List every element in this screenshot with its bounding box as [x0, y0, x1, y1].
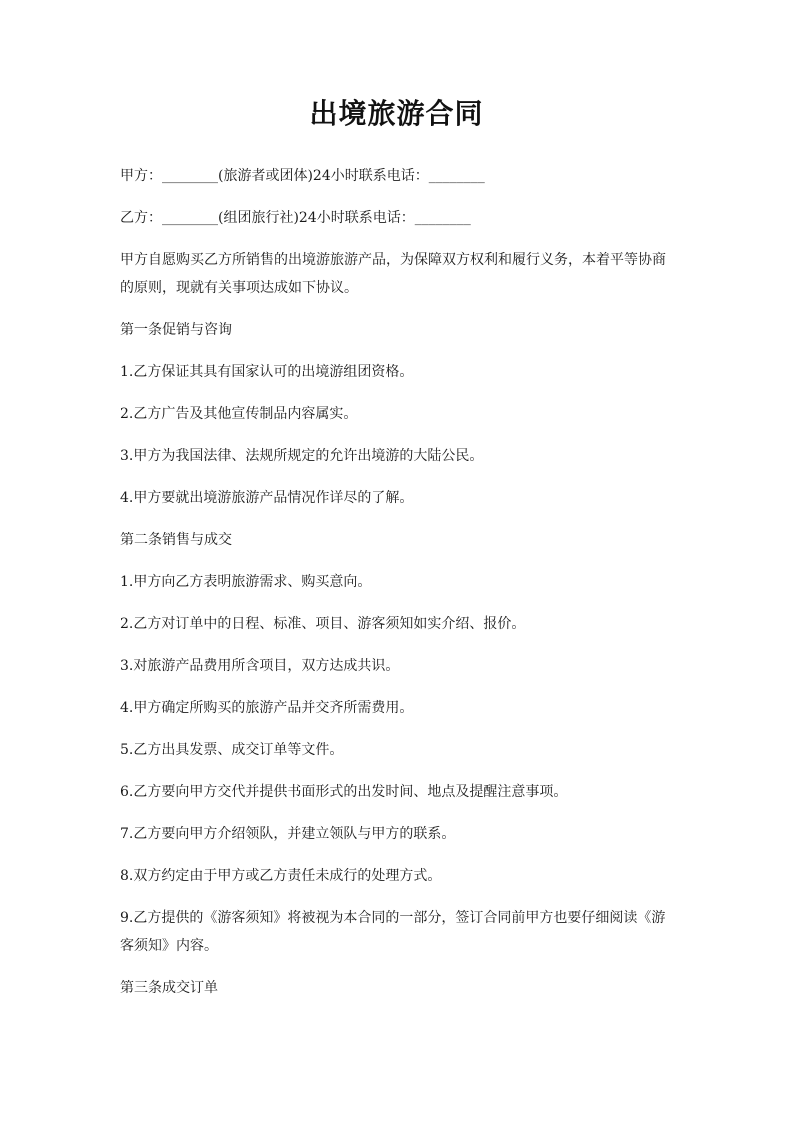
party-b-line: 乙方：________(组团旅行社)24小时联系电话：________ [120, 210, 471, 226]
section-heading-1: 第一条促销与咨询 [120, 322, 232, 338]
section-2-item-7: 7.乙方要向甲方介绍领队，并建立领队与甲方的联系。 [120, 826, 456, 842]
section-1-item-1: 1.乙方保证其具有国家认可的出境游组团资格。 [120, 364, 414, 380]
preamble-paragraph: 甲方自愿购买乙方所销售的出境游旅游产品，为保障双方权利和履行义务，本着平等协商的原则，现就有关事项达成如下协议。 [120, 252, 666, 296]
section-2-item-6: 6.乙方要向甲方交代并提供书面形式的出发时间、地点及提醒注意事项。 [120, 784, 568, 800]
section-heading-2: 第二条销售与成交 [120, 532, 232, 548]
section-2-item-8: 8.双方约定由于甲方或乙方责任未成行的处理方式。 [120, 868, 442, 884]
section-2-item-4: 4.甲方确定所购买的旅游产品并交齐所需费用。 [120, 700, 414, 716]
section-heading-3: 第三条成交订单 [120, 980, 218, 996]
section-2-item-9: 9.乙方提供的《游客须知》将被视为本合同的一部分，签订合同前甲方也要仔细阅读《游客须知》内容。 [120, 910, 666, 954]
section-1-item-4: 4.甲方要就出境游旅游产品情况作详尽的了解。 [120, 490, 414, 506]
party-a-line: 甲方：________(旅游者或团体)24小时联系电话：________ [120, 168, 485, 184]
section-2-item-1: 1.甲方向乙方表明旅游需求、购买意向。 [120, 574, 372, 590]
document-body [120, 162, 676, 1016]
section-1-item-3: 3.甲方为我国法律、法规所规定的允许出境游的大陆公民。 [120, 448, 484, 464]
document-title: 出境旅游合同 [309, 97, 484, 130]
section-2-item-3: 3.对旅游产品费用所含项目，双方达成共识。 [120, 658, 400, 674]
section-2-item-5: 5.乙方出具发票、成交订单等文件。 [120, 742, 344, 758]
section-1-item-2: 2.乙方广告及其他宣传制品内容属实。 [120, 406, 358, 422]
section-2-item-2: 2.乙方对订单中的日程、标准、项目、游客须知如实介绍、报价。 [120, 616, 526, 632]
